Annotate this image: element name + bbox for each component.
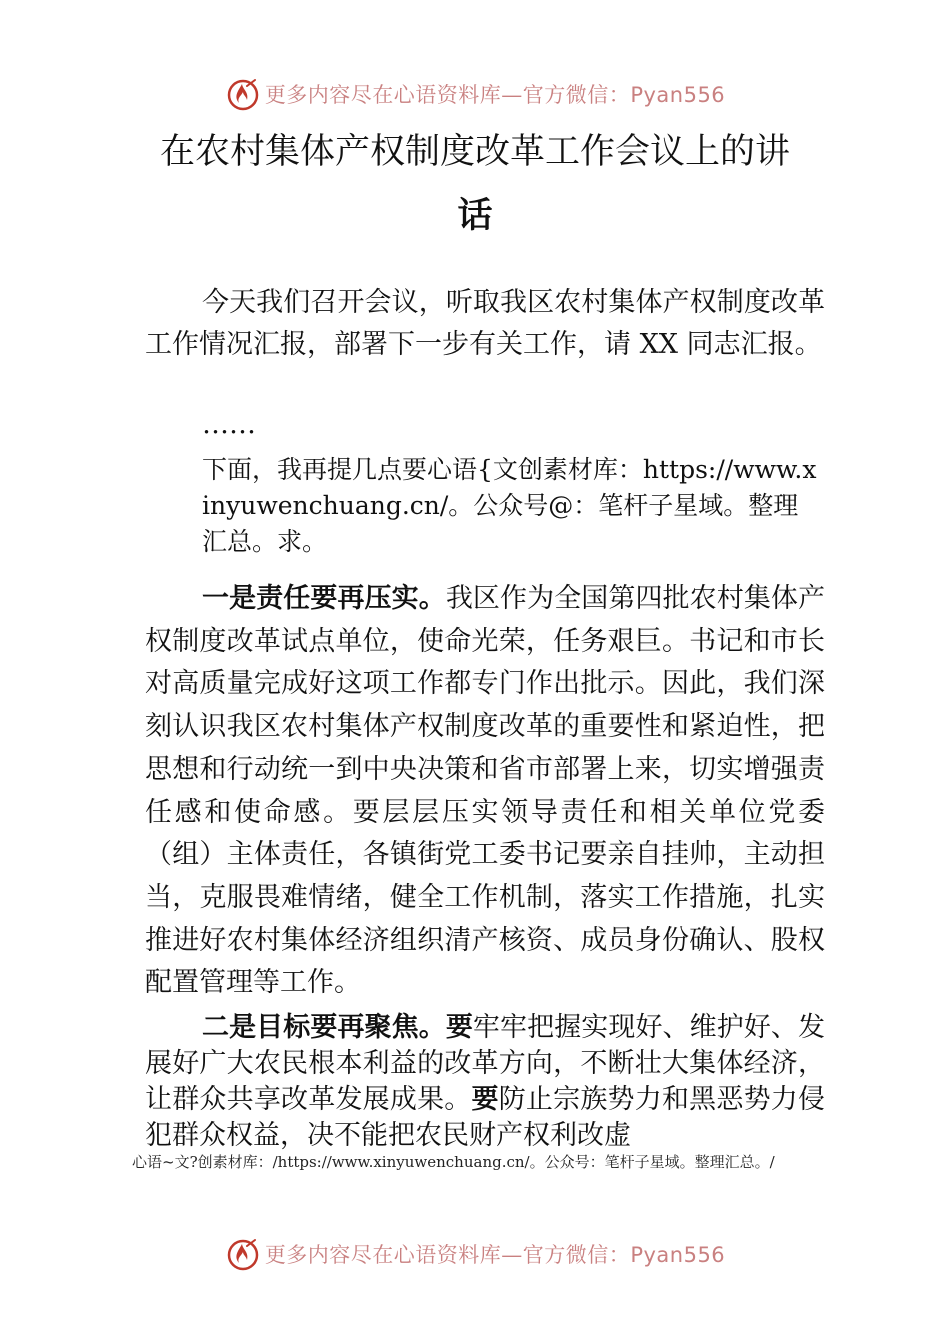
point-one-heading: 一是责任要再压实。 (202, 583, 446, 614)
wechat-id-bottom: Pyan556 (630, 1243, 726, 1267)
point-one-paragraph (145, 578, 825, 1005)
below-paragraph: 下面，我再提几点要心语{文创素材库：https://www.xinyuwenchuang.cn/。公众号@：笔杆子星域。整理汇总。求。 (202, 455, 817, 556)
ellipsis: …… (202, 409, 256, 440)
point-two-yao-2: 要 (471, 1084, 499, 1115)
flame-logo-icon (225, 1236, 261, 1272)
wechat-id: Pyan556 (630, 83, 726, 107)
doc-title-line1: 在农村集体产权制度改革工作会议上的讲 (159, 132, 790, 172)
point-two-heading: 二是目标要再聚焦。 (202, 1012, 446, 1043)
point-two-body-1: 牢牢把握实现好、维护好、发展好广大农民根本利益的改革方向，不断壮大集体经济，让群众共享改革发展成果。 (145, 1012, 826, 1115)
banner-content-bottom (225, 1236, 725, 1272)
footer-note: 心语~文?创素材库：/https://www.xinyuwenchuang.cn/。公众号：笔杆子星域。整理汇总。/ (132, 1153, 775, 1171)
intro-paragraph: 今天我们召开会议，听取我区农村集体产权制度改革工作情况汇报，部署下一步有关工作，请 XX 同志汇报。 (145, 287, 825, 360)
point-two-paragraph (145, 1010, 825, 1152)
point-one-body: 我区作为全国第四批农村集体产权制度改革试点单位，使命光荣，任务艰巨。书记和市长对高质量完成好这项工作都专门作出批示。因此，我们深刻认识我区农村集体产权制度改革的重要性和紧迫性，把思想和行动统一到中央决策和省市部署上来，切实增强责任感和使命感。要层层压实领导责任和相关单位党委（组）主体责任，各镇街党工委书记要亲自挂帅，主动担当，克服畏难情绪，健全工作机制，落实工作措施，扎实推进好农村集体经济组织清产核资、成员身份确认、股权配置管理等工作。 (145, 583, 826, 999)
bottom-banner (0, 1234, 950, 1274)
point-two-yao-1: 要 (445, 1012, 473, 1043)
banner-text: 更多内容尽在心语资料库—官方微信：Pyan556 (264, 83, 726, 107)
doc-title-line2: 话 (457, 195, 493, 236)
banner-text-bottom: 更多内容尽在心语资料库—官方微信：Pyan556 (264, 1243, 726, 1267)
point-two-body-2: 防止宗族势力和黑恶势力侵犯群众权益，决不能把农民财产权利改虚 (145, 1084, 826, 1151)
